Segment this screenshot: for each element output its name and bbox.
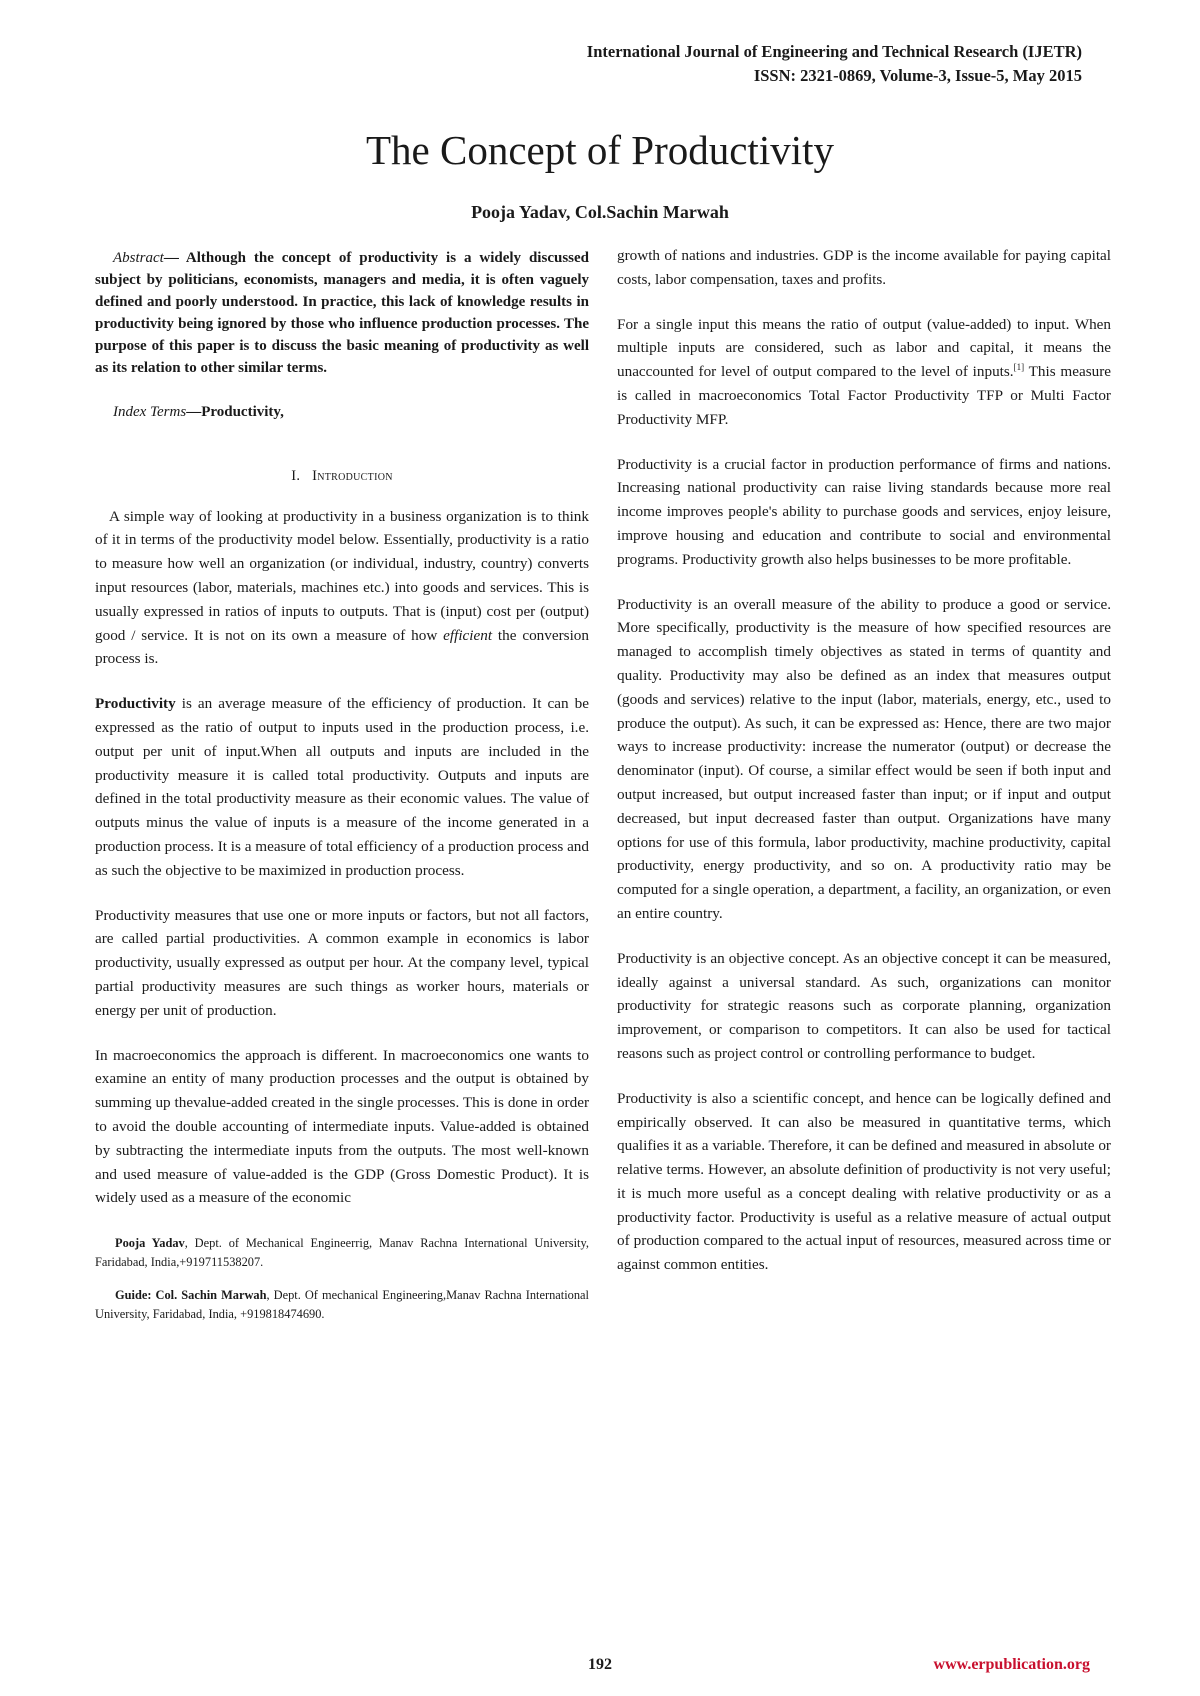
intro-paragraph-1-emphasis: efficient bbox=[443, 626, 493, 644]
footnote-guide bbox=[95, 1286, 589, 1324]
citation-ref: [1] bbox=[1013, 362, 1025, 373]
body-paragraph-r2-text-a: For a single input this means the ratio of output (value-added) to input. When multiple inputs are considered, such as labor and capital, it means the unaccounted for level of output compared to the level of inputs. bbox=[617, 315, 1111, 381]
index-terms-text: —Productivity, bbox=[186, 404, 284, 420]
intro-paragraph-2-text: is an average measure of the efficiency of production. It can be expressed as the ratio of output to inputs used in the production process, i.e. output per unit of input.When all outputs and inputs are included in the productivity measure it is called total productivity. Outputs and inputs are defined in the total productivity measure as their economic values. The value of outputs minus the value of inputs is a measure of the income generated in a production process. It is a measure of total efficiency of a production process and as such the objective to be maximized in production process. bbox=[95, 695, 589, 879]
paper-title: The Concept of Productivity bbox=[366, 127, 834, 173]
body-paragraph-r6: Productivity is also a scientific concept, and hence can be logically defined and empirically observed. It can also be measured in quantitative terms, which qualifies it as a variable. Therefore, it can be defined and measured in absolute or relative terms. However, an absolute definition of productivity is not very useful; it is much more useful as a concept dealing with relative productivity or as a productivity factor. Productivity is useful as a relative measure of actual output of production compared to the actual input of resources, measured across time or against common entities. bbox=[617, 1089, 1111, 1274]
section-number: I. bbox=[291, 467, 301, 484]
intro-paragraph-4: In macroeconomics the approach is different. In macroeconomics one wants to examine an entity of many production processes and the output is obtained by summing up thevalue-added created in the single processes. This is done in order to avoid the double accounting of intermediate inputs. Value-added is obtained by subtracting the intermediate inputs from the outputs. The most well-known and used measure of value-added is the GDP (Gross Domestic Product). It is widely used as a measure of the economic bbox=[95, 1046, 589, 1207]
paper-authors: Pooja Yadav, Col.Sachin Marwah bbox=[471, 202, 729, 222]
intro-paragraph-3: Productivity measures that use one or more inputs or factors, but not all factors, are called partial productivities. A common example in economics is labor productivity, usually expressed as output per hour. At the company level, typical partial productivity measures are such things as worker hours, materials or energy per unit of production. bbox=[95, 906, 589, 1019]
footnote-author-name: Pooja Yadav bbox=[115, 1236, 185, 1251]
intro-paragraph-1 bbox=[95, 505, 589, 672]
body-paragraph-r3: Productivity is a crucial factor in production performance of firms and nations. Increasing national productivity can raise living standards because more real income improves people's ability to purchase goods and services, enjoy leisure, improve housing and education and contribute to social and environmental programs. Productivity growth also helps businesses to be more profitable. bbox=[617, 455, 1111, 568]
abstract-text: — Although the concept of productivity is a widely discussed subject by politicians, economists, managers and media, it is often vaguely defined and poorly understood. In practice, this lack of knowledge results in productivity being ignored by those who influence production processes. The purpose of this paper is to discuss the basic meaning of productivity as well as its relation to other similar terms. bbox=[95, 250, 589, 376]
intro-paragraph-1-text-a: A simple way of looking at productivity in a business organization is to think of it in terms of the productivity model below. Essentially, productivity is a ratio to measure how well an organization (or individual, industry, country) converts input resources (labor, materials, machines etc.) into goods and services. This is usually expressed in ratios of inputs to outputs. That is (input) cost per (output) good / service. It is not on its own a measure of how bbox=[95, 507, 589, 644]
footnote-author bbox=[95, 1234, 589, 1272]
footnote-author-text: , Dept. of Mechanical Engineerrig, Manav Rachna International University, Faridabad, India,+919711538207. bbox=[95, 1236, 589, 1270]
intro-paragraph-2 bbox=[95, 692, 589, 882]
left-column bbox=[95, 247, 589, 1324]
index-terms bbox=[95, 401, 589, 425]
footnote-guide-name: Guide: Col. Sachin Marwah bbox=[115, 1288, 267, 1303]
page-number: 192 bbox=[588, 1656, 612, 1673]
body-paragraph-r2-text-b: This measure is called in macroeconomics Total Factor Productivity TFP or Multi Factor Productivity MFP. bbox=[617, 363, 1111, 428]
body-paragraph-r4: Productivity is an overall measure of the ability to produce a good or service. More specifically, productivity is the measure of how specified resources are managed to accomplish timely objectives as stated in terms of quantity and quality. Productivity may also be defined as an index that measures output (goods and services) relative to the input (labor, materials, energy, etc., used to produce the output). As such, it can be expressed as: Hence, there are two major ways to increase productivity: increase the numerator (output) or decrease the denominator (input). Of course, a similar effect would be seen if both input and output increased, but output increased faster than input; or if input and output decreased, but input decreased faster than output. Organizations have many options for use of this formula, labor productivity, machine productivity, capital productivity, energy productivity, and so on. A productivity ratio may be computed for a single operation, a department, a facility, an organization, or even an entire country. bbox=[617, 595, 1111, 922]
right-column bbox=[617, 244, 1111, 1277]
intro-paragraph-2-bold: Productivity bbox=[95, 695, 176, 713]
journal-name: International Journal of Engineering and Technical Research (IJETR) bbox=[586, 42, 1082, 61]
journal-header bbox=[587, 40, 1082, 88]
body-paragraph-r2 bbox=[617, 313, 1111, 432]
section-title: Introduction bbox=[312, 467, 393, 484]
abstract bbox=[95, 247, 589, 379]
body-paragraph-r5: Productivity is an objective concept. As an objective concept it can be measured, ideally against a universal standard. As such, organizations can monitor productivity for strategic reasons such as corporate planning, organization improvement, or comparison to competitors. It can also be used for tactical reasons such as project control or controlling performance to budget. bbox=[617, 949, 1111, 1062]
section-heading bbox=[95, 465, 589, 489]
body-paragraph-r1: growth of nations and industries. GDP is the income available for paying capital costs, labor compensation, taxes and profits. bbox=[617, 247, 1111, 288]
publisher-website-link[interactable]: www.erpublication.org bbox=[933, 1656, 1090, 1673]
index-terms-label: Index Terms bbox=[113, 404, 187, 420]
intro-paragraph-1-text-b: the conversion process is. bbox=[95, 626, 589, 668]
abstract-label: Abstract bbox=[113, 250, 164, 266]
journal-issn: ISSN: 2321-0869, Volume-3, Issue-5, May 2015 bbox=[753, 66, 1082, 85]
footnote-guide-text: , Dept. Of mechanical Engineering,Manav Rachna International University, Faridabad, India, +919818474690. bbox=[95, 1288, 589, 1322]
